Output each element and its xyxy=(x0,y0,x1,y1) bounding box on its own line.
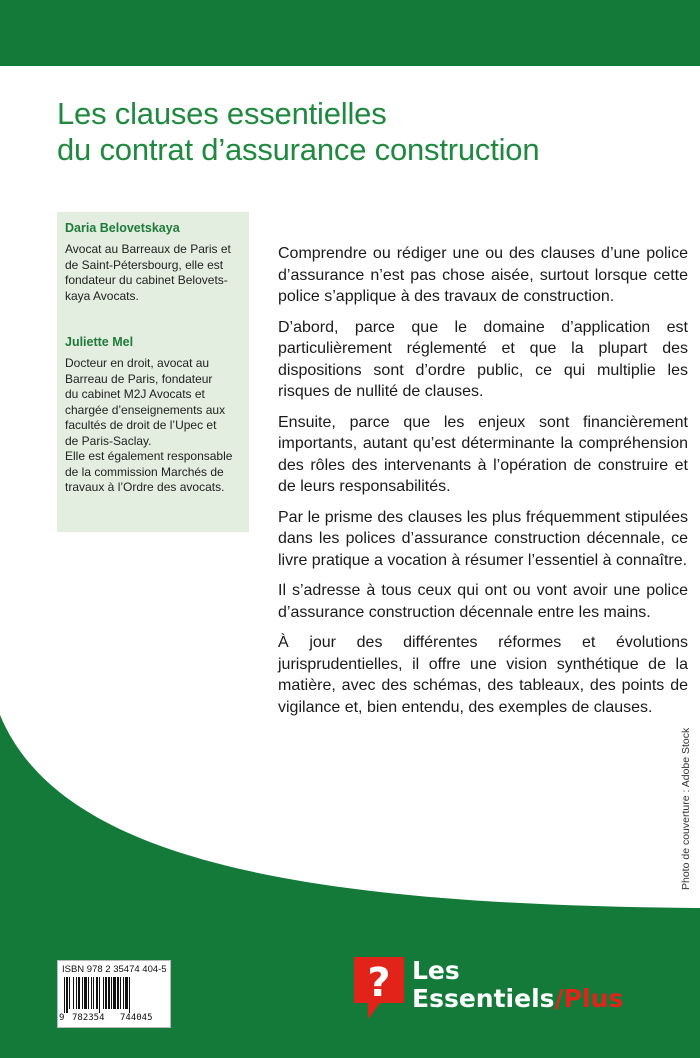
bio-line: de la commission Marchés de xyxy=(65,464,224,479)
author-name: Juliette Mel xyxy=(65,335,134,349)
bio-line: chargée d’enseignements aux xyxy=(65,402,226,417)
author-1 xyxy=(65,221,240,304)
logo-slash: / xyxy=(554,984,564,1013)
logo-word-essentiels: Essentiels xyxy=(412,984,555,1013)
barcode-bar xyxy=(82,977,83,1009)
bio-line: fondateur du cabinet Belovets- xyxy=(65,273,228,287)
barcode-bar xyxy=(105,977,107,1009)
barcode-bar xyxy=(66,977,68,1013)
barcode-digit-first: 9 xyxy=(59,1013,65,1023)
bio-line: Docteur en droit, avocat au xyxy=(65,356,210,370)
barcode-bar xyxy=(96,977,98,1009)
paragraph: Il s’adresse à tous ceux qui ont ou vont avoir une police d’assurance construction décennale entre les mains. xyxy=(278,582,688,621)
author-bio xyxy=(65,242,240,304)
barcode-bar xyxy=(69,977,70,1009)
barcode-bar xyxy=(99,977,100,1013)
paragraph: Comprendre ou rédiger une ou des clauses d’une police d’assurance n’est pas chose aisée, surtout lorsque cette police s’applique à des travaux de construction. xyxy=(278,245,688,305)
author-bio xyxy=(65,356,240,496)
paragraph: Ensuite, parce que les enjeux sont financièrement importants, autant qu’est déterminante la compréhension des rôles des intervenants à l’opération de construire et de leurs responsabilités. xyxy=(278,413,688,495)
bio-line: facultés de droit de l’Upec et xyxy=(65,418,217,432)
barcode-bar xyxy=(113,977,116,1009)
barcode-bar xyxy=(129,977,130,1013)
barcode-bar xyxy=(117,977,119,1009)
publisher-logo xyxy=(350,955,640,1025)
title-line-1: Les clauses essentielles xyxy=(57,96,387,131)
barcode-bar xyxy=(84,977,87,1009)
barcode-digits-left: 782354 xyxy=(72,1013,105,1023)
barcode-bar xyxy=(120,977,121,1009)
photo-credit: Photo de couverture : Adobe Stock xyxy=(680,727,692,890)
bio-line: Avocat au Barreaux de Paris et xyxy=(65,242,231,256)
bio-line: de Saint-Pétersbourg, elle est xyxy=(65,257,224,272)
bio-line: de Paris-Saclay. xyxy=(65,433,152,448)
title-line-2: du contrat d’assurance construction xyxy=(57,132,540,167)
barcode-bar xyxy=(78,977,80,1009)
bio-line: Elle est également responsable xyxy=(65,449,233,463)
barcode-bar xyxy=(93,977,94,1009)
logo-symbol: ? xyxy=(367,960,391,1006)
barcode-bar xyxy=(91,977,92,1009)
bio-line: du cabinet M2J Avocats et xyxy=(65,387,205,401)
question-mark-logo-icon xyxy=(350,955,408,1023)
bio-line: travaux à l’Ordre des avocats. xyxy=(65,480,225,494)
paragraph: D’abord, parce que le domaine d’application est particulièrement réglementé et que la plupart des dispositions sont d’ordre public, ce qui multiplie les risques de nullité de clauses. xyxy=(278,318,688,400)
book-title xyxy=(57,96,677,168)
barcode-bar xyxy=(73,977,74,1009)
barcode-digits-right: 744045 xyxy=(120,1013,153,1023)
logo-word-les: Les xyxy=(412,956,460,985)
barcode-bar xyxy=(76,977,77,1009)
authors-panel xyxy=(57,212,249,532)
barcode-bar xyxy=(103,977,104,1009)
bio-line: kaya Avocats. xyxy=(65,288,139,303)
barcode-bars xyxy=(62,977,166,1013)
logo-wordmark xyxy=(412,957,623,1013)
paragraph: À jour des différentes réformes et évolutions jurisprudentielles, il offre une vision synthétique de la matière, avec des schémas, des tableaux, des points de vigilance et, bien entendu, des exemples de clauses. xyxy=(278,634,688,716)
back-cover-description xyxy=(278,243,688,727)
author-name: Daria Belovetskaya xyxy=(65,221,180,235)
isbn-barcode xyxy=(57,960,171,1028)
barcode-bar xyxy=(88,977,89,1009)
barcode-bar xyxy=(64,977,65,1013)
logo-word-plus: Plus xyxy=(563,984,624,1013)
bio-line: Barreau de Paris, fondateur xyxy=(65,371,213,386)
isbn-label: ISBN 978 2 35474 404-5 xyxy=(62,964,167,975)
logo-line-2 xyxy=(412,985,623,1013)
author-2 xyxy=(65,335,240,496)
barcode-bar xyxy=(125,977,128,1009)
barcode-bar xyxy=(111,977,112,1009)
paragraph: Par le prisme des clauses les plus fréquemment stipulées dans les polices d’assurance construction décennale, ce livre pratique a vocation à résumer l’essentiel à connaître. xyxy=(278,508,688,569)
barcode-bar xyxy=(123,977,124,1009)
barcode-bar xyxy=(108,977,110,1009)
